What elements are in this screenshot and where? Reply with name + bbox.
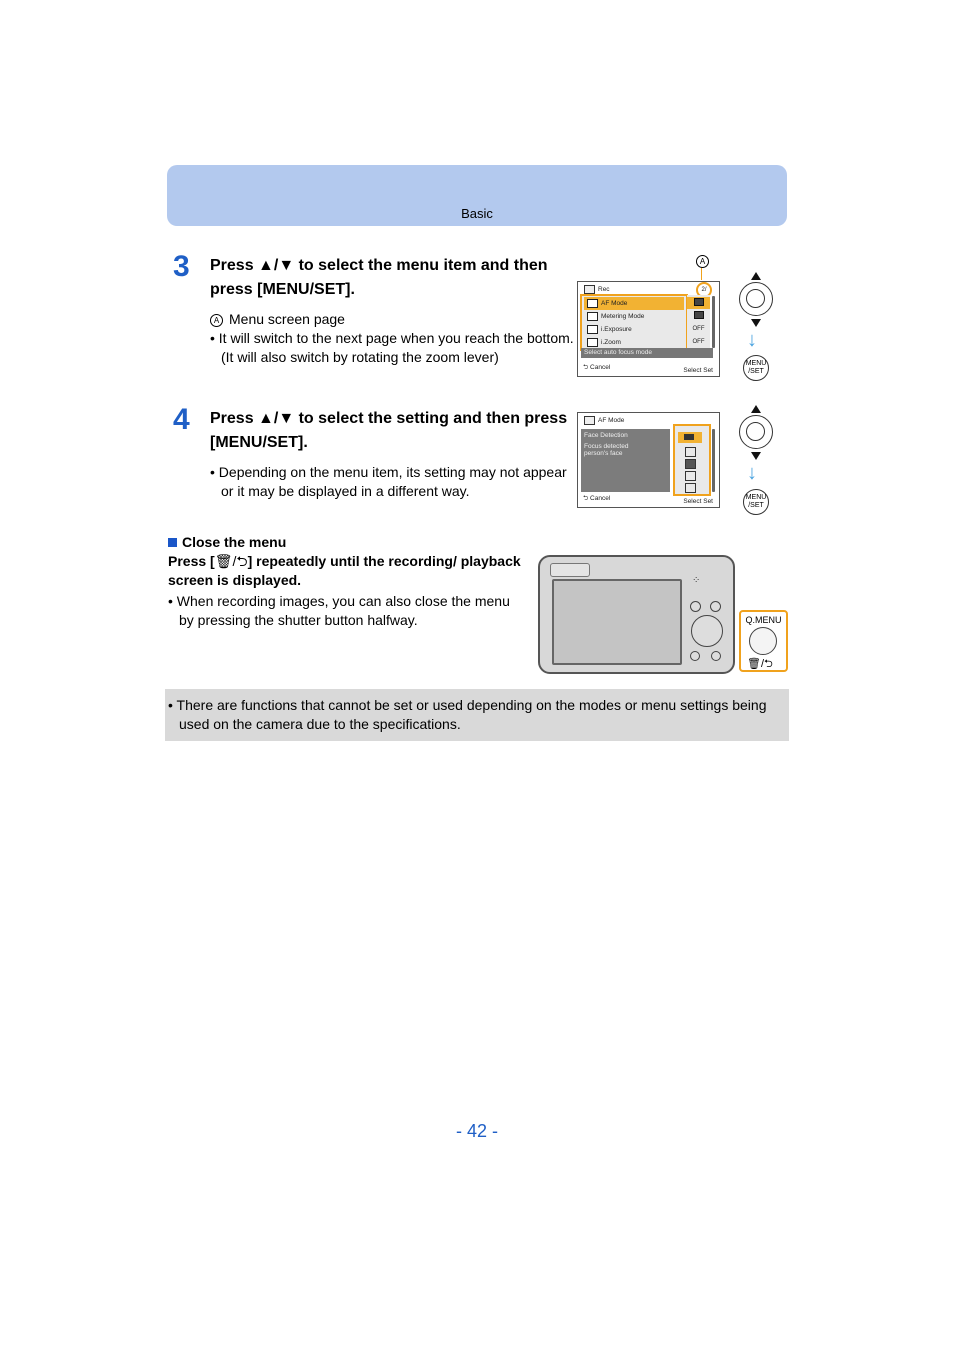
option-23-area[interactable] (685, 459, 696, 469)
marker-row (210, 310, 580, 329)
step-4-bullet: • Depending on the menu item, its setting may not appear or it may be displayed in a different way. (210, 464, 567, 499)
step-3-bullet: • It will switch to the next page when you reach the bottom. (It will also switch by rotating the zoom lever) (210, 330, 574, 365)
down-arrow-icon (751, 319, 761, 327)
close-menu-section (168, 533, 528, 630)
menu-screen (577, 281, 720, 377)
note-box (165, 689, 789, 741)
status-bar: Select auto focus mode (581, 348, 713, 358)
step-4-title: Press ▲/▼ to select the setting and then press [MENU/SET]. (210, 410, 568, 451)
camera-button-qmenu[interactable] (711, 651, 721, 661)
control-dial[interactable] (739, 282, 773, 316)
camera-dial[interactable] (691, 615, 723, 647)
page-number: - 42 - (455, 1121, 498, 1141)
metering-value-icon (687, 310, 710, 322)
return-icon: ⮌ (583, 364, 589, 371)
close-menu-heading: Close the menu (168, 533, 528, 552)
menu-screen-title: Rec (584, 285, 610, 294)
marker-text: Menu screen page (229, 311, 345, 327)
up-arrow-icon-2 (751, 405, 761, 413)
close-menu-instruction: Press [🗑/⮌] repeatedly until the recording/ playback screen is displayed. (168, 553, 521, 588)
face-icon (684, 434, 694, 440)
speaker-icon: ⁘ (692, 575, 701, 586)
callout-a-line (701, 268, 702, 280)
qmenu-label: Q.MENU (745, 615, 782, 625)
af-mode-screen (577, 412, 720, 508)
note-text-row: • There are functions that cannot be set or used depending on the modes or menu settings being used on the camera due to the specifications. (168, 697, 767, 732)
menu-highlight-frame (580, 294, 688, 351)
menu-item-af-mode[interactable]: AF Mode (584, 297, 684, 310)
note-text: There are functions that cannot be set or used depending on the modes or menu settings being used on the camera due to the specifications. (176, 697, 767, 732)
af-mode-screen-title: AF Mode (584, 416, 624, 425)
return-icon-2: ⮌ (583, 495, 589, 502)
camera-button-display[interactable] (690, 651, 700, 661)
scrollbar-2[interactable] (712, 429, 715, 492)
menu-set-button-2[interactable]: MENU /SET (743, 489, 769, 515)
step-3-title: Press ▲/▼ to select the menu item and then press [MENU/SET]. (210, 257, 548, 298)
menu-item-i-zoom[interactable]: i.Zoom (584, 336, 684, 349)
scrollbar[interactable] (712, 296, 715, 348)
close-menu-bullet-text: When recording images, you can also close the menu by pressing the shutter button halfway. (176, 593, 510, 628)
callout-a-label: A (696, 255, 709, 268)
square-bullet-icon (168, 538, 177, 547)
section-header (167, 165, 787, 226)
trash-return-icon: 🗑/⮌ (214, 553, 248, 569)
page-indicator: 2/ (696, 282, 712, 298)
trash-return-icon-2: 🗑/⮌ (747, 658, 773, 670)
close-menu-bullet: • When recording images, you can also close the menu by pressing the shutter button halfway. (168, 593, 510, 628)
menu-set-button[interactable]: MENU /SET (743, 355, 769, 381)
camera-button-playback[interactable] (690, 601, 701, 612)
menu-item-metering-mode[interactable]: Metering Mode (584, 310, 684, 323)
cancel-hint: ⮌ Cancel (583, 364, 611, 371)
select-set-hint: Select Set (683, 367, 713, 374)
setting-description: Focus detected person's face (584, 443, 629, 457)
option-1-area[interactable] (685, 471, 696, 481)
rec-icon (584, 285, 595, 294)
step-3-bullet-text: It will switch to the next page when you reach the bottom. (It will also switch by rotating the zoom lever) (218, 330, 574, 365)
af-icon (584, 416, 595, 425)
camera-button-rec[interactable] (710, 601, 721, 612)
arrow-down-blue-icon: ↓ (747, 329, 757, 351)
option-spot[interactable] (685, 483, 696, 493)
cancel-hint-2: ⮌ Cancel (583, 495, 611, 502)
step-4-bullet-text: Depending on the menu item, its setting may not appear or it may be displayed in a different way. (218, 464, 567, 499)
menu-item-i-exposure[interactable]: i.Exposure (584, 323, 684, 336)
i-exposure-value: OFF (692, 326, 705, 332)
af-mode-value-icon (687, 297, 710, 309)
step-3-number: 3 (173, 250, 190, 283)
value-column (687, 295, 710, 349)
arrow-down-blue-icon-2: ↓ (747, 462, 757, 484)
up-arrow-icon (751, 272, 761, 280)
qmenu-button[interactable] (749, 627, 777, 655)
step-4-body (210, 463, 575, 501)
step-3-body (210, 310, 580, 367)
down-arrow-icon-2 (751, 452, 761, 460)
camera-lcd (552, 579, 682, 665)
step-4-number: 4 (173, 403, 190, 436)
section-title: Basic (461, 206, 493, 221)
setting-heading: Face Detection (584, 432, 628, 439)
i-zoom-value: OFF (692, 339, 705, 345)
marker-a: A (210, 314, 223, 327)
camera-top-panel (550, 563, 590, 577)
option-tracking[interactable] (685, 447, 696, 457)
setting-description-panel (581, 429, 670, 492)
select-set-hint-2: Select Set (683, 498, 713, 505)
settings-list (673, 424, 711, 496)
qmenu-callout (739, 610, 788, 672)
control-dial-2[interactable] (739, 415, 773, 449)
camera-back-illustration (538, 555, 735, 674)
